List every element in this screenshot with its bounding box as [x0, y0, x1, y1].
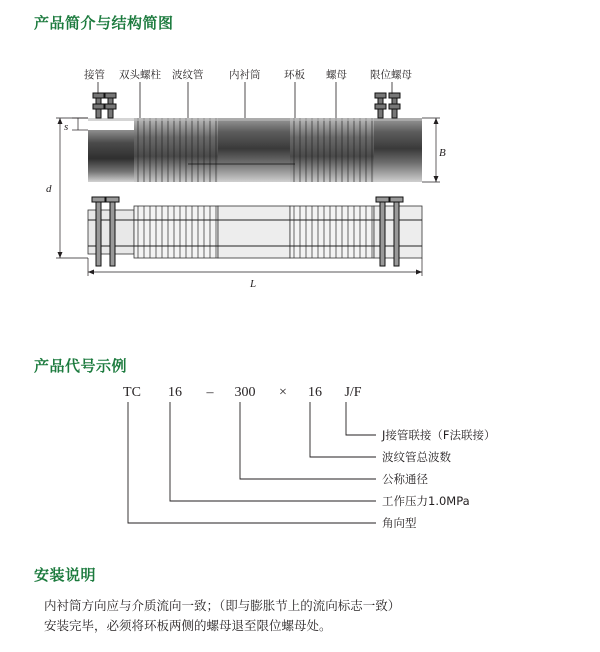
code-token-2: –: [206, 385, 214, 400]
code-token-0: TC: [123, 385, 141, 400]
dimension-label-L: L: [250, 278, 257, 290]
callout-label-0: 接管: [84, 69, 105, 81]
code-token-1: 16: [168, 385, 182, 400]
code-description-1: 波纹管总波数: [382, 450, 451, 464]
section-title-product-intro: 产品简介与结构简图: [34, 15, 174, 32]
callout-label-5: 螺母: [326, 69, 347, 81]
dimension-label-d: d: [46, 183, 52, 195]
code-token-6: J/F: [344, 385, 362, 400]
code-description-0: J接管联接（F法联接）: [382, 428, 496, 442]
code-description-4: 角向型: [382, 516, 417, 530]
callout-label-6: 限位螺母: [370, 69, 412, 81]
callout-label-4: 环板: [284, 69, 305, 81]
callout-label-3: 内衬筒: [229, 69, 261, 81]
structure-diagram: [40, 60, 560, 290]
code-token-5: 16: [308, 385, 322, 400]
callout-label-2: 波纹管: [172, 69, 204, 81]
code-token-4: ×: [279, 385, 287, 400]
dimension-label-s: s: [64, 121, 69, 133]
dimension-label-B: B: [439, 147, 446, 159]
installation-note-line-2: 安装完毕，必须将环板两侧的螺母退至限位螺母处。: [44, 618, 332, 633]
code-token-3: 300: [234, 385, 256, 400]
code-description-2: 公称通径: [382, 472, 428, 486]
installation-note-line-1: 内衬筒方向应与介质流向一致；（即与膨胀节上的流向标志一致）: [44, 598, 401, 613]
section-title-installation: 安装说明: [34, 567, 97, 584]
callout-label-1: 双头螺柱: [119, 69, 161, 81]
installation-notes: [44, 596, 564, 636]
section-title-code-example: 产品代号示例: [34, 358, 128, 375]
product-code-diagram: [40, 378, 560, 543]
code-description-3: 工作压力1.0MPa: [382, 494, 470, 508]
